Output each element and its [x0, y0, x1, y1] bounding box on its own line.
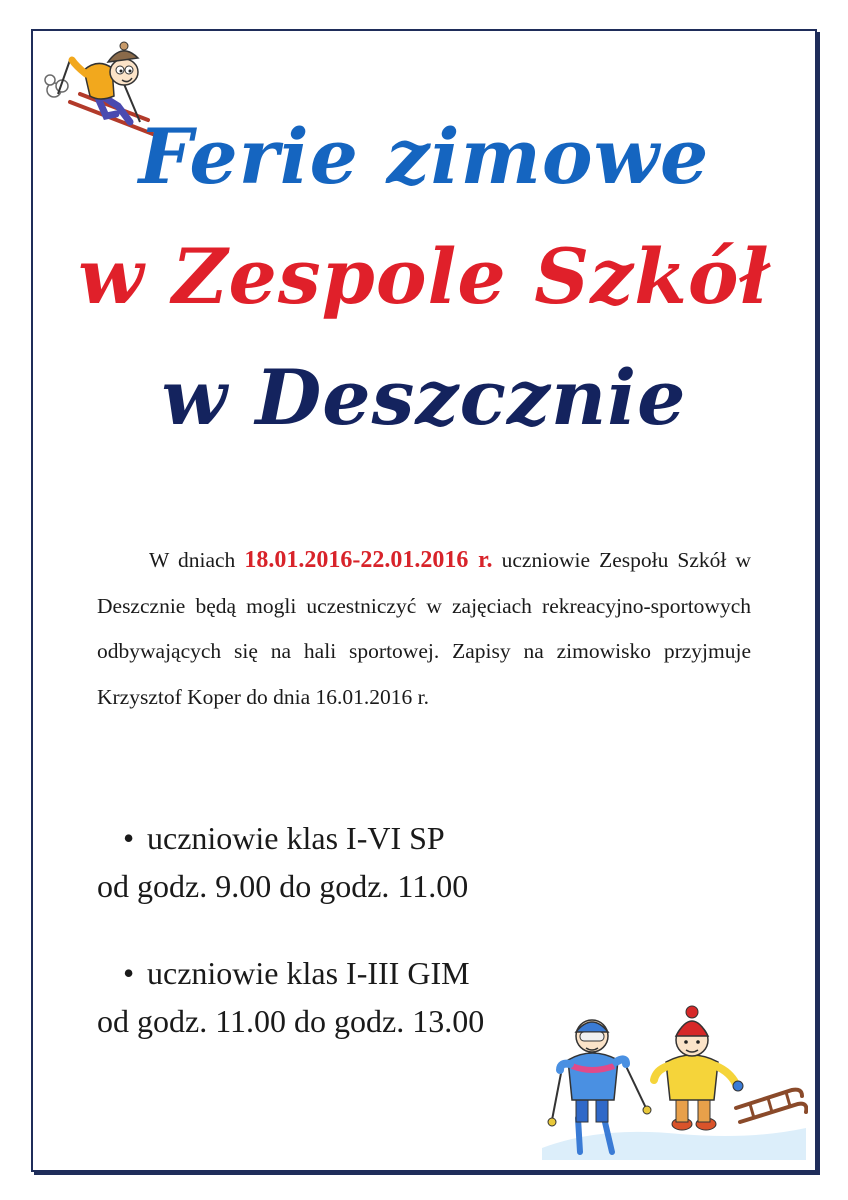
bullet-icon: •: [123, 955, 135, 991]
intro-body: uczniowie Zespołu Szkół w Deszcznie będą mogli uczestniczyć w zajęciach rekreacyjno-sportowych odbywających się na hali sportowej. Zapisy na zimowisko przyjmuje Krzysztof Koper do dnia 16.01.2016 r.: [97, 548, 752, 709]
group-hours: od godz. 11.00 do godz. 13.00: [97, 1003, 485, 1039]
schedule-group-gim: [97, 949, 484, 1045]
group-who: uczniowie klas I-III GIM: [147, 955, 470, 991]
intro-paragraph: [97, 538, 751, 720]
group-hours: od godz. 9.00 do godz. 11.00: [97, 868, 469, 904]
title-line-3: w Deszcznie: [161, 353, 687, 442]
schedule-group-sp: [97, 814, 468, 910]
dates-highlight: 18.01.2016-22.01.2016 r.: [244, 547, 493, 573]
kids-with-sled-illustration-icon: [540, 1000, 808, 1160]
title-line-1: Ferie zimowe: [138, 112, 710, 201]
title-line-2: w Zespole Szkół: [78, 232, 770, 321]
bullet-icon: •: [123, 820, 135, 856]
group-who: uczniowie klas I-VI SP: [147, 820, 445, 856]
intro-lead: W dniach: [149, 548, 236, 572]
